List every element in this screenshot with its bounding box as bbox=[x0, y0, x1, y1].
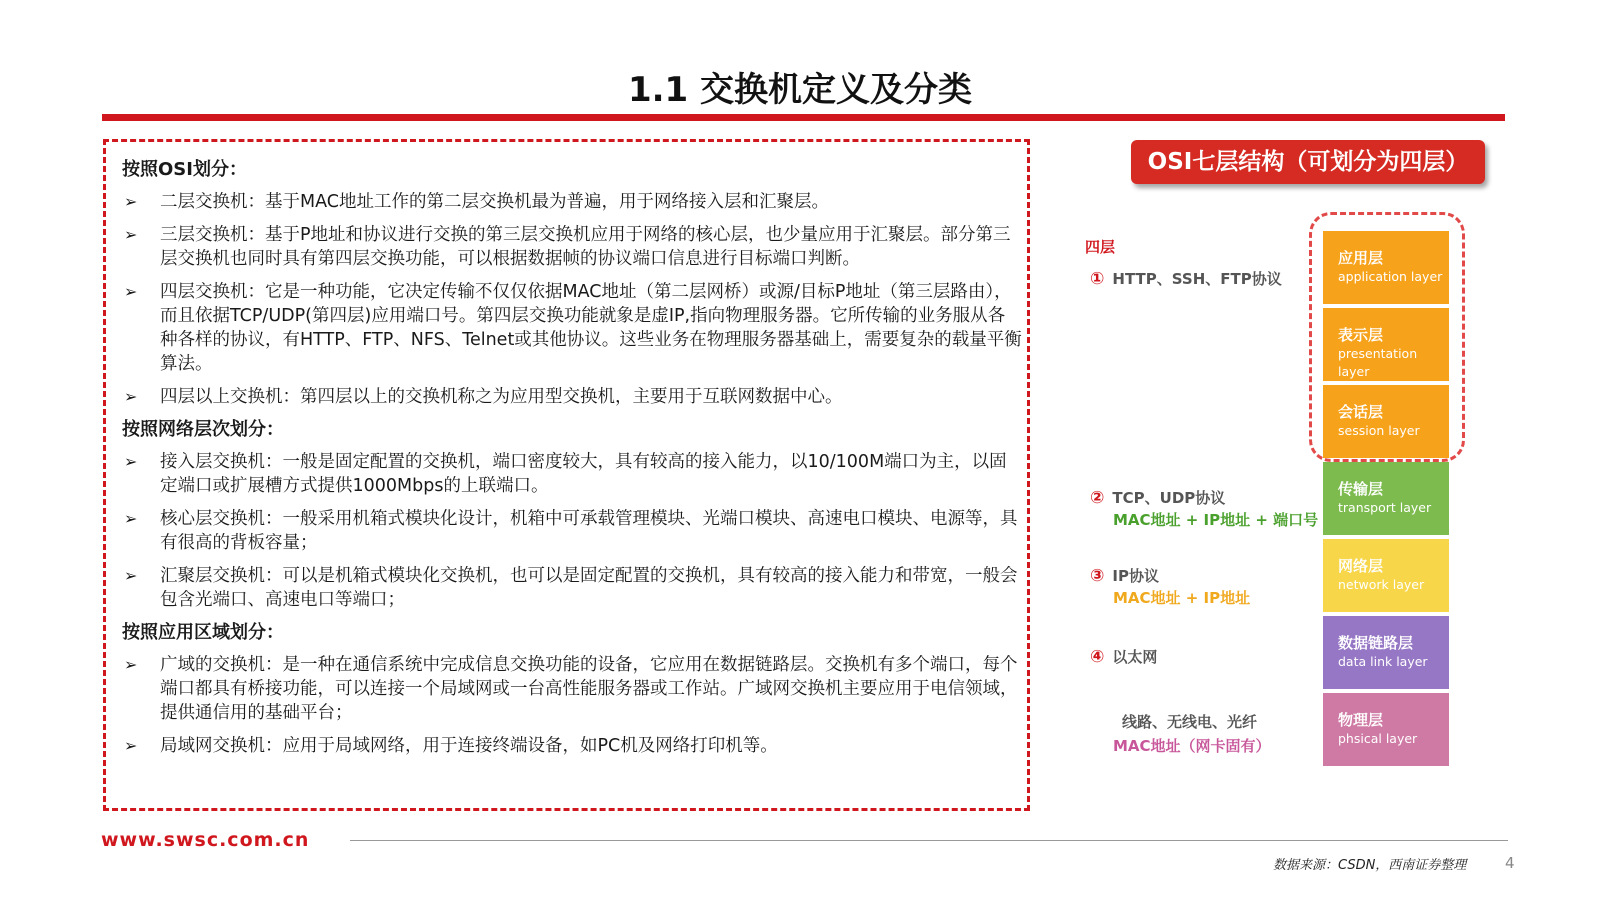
group-5-label: 线路、无线电、光纤 bbox=[1122, 713, 1258, 731]
osi-layer-application: 应用层 application layer bbox=[1323, 231, 1449, 304]
bullet-arrow-icon: ➢ bbox=[124, 387, 138, 406]
group-1-label: ① HTTP、SSH、FTP协议 bbox=[1090, 269, 1282, 289]
group-5-sublabel: MAC地址（网卡固有） bbox=[1113, 737, 1271, 755]
group-2-label: ② TCP、UDP协议 bbox=[1090, 488, 1226, 508]
footer-website-link[interactable]: www.swsc.com.cn bbox=[101, 829, 310, 851]
bullet-arrow-icon: ➢ bbox=[124, 452, 138, 471]
list-item: ➢ 四层以上交换机：第四层以上的交换机称之为应用型交换机，主要用于互联网数据中心。 bbox=[124, 387, 843, 407]
bullet-arrow-icon: ➢ bbox=[124, 192, 138, 211]
bullet-arrow-icon: ➢ bbox=[124, 736, 138, 755]
four-layers-label: 四层 bbox=[1085, 238, 1116, 256]
list-item: ➢ 三层交换机：基于P地址和协议进行交换的第三层交换机应用于网络的核心层，也少量应用于汇聚层。部分第三层交换机也同时具有第四层交换功能，可以根据数据帧的协议端口信息进行目标端口判断。 bbox=[124, 225, 1011, 269]
group-3-label: ③ IP协议 bbox=[1090, 566, 1159, 586]
list-item: ➢ 局域网交换机：应用于局域网络，用于连接终端设备，如PC机及网络打印机等。 bbox=[124, 736, 778, 756]
title-underline bbox=[102, 114, 1505, 121]
section-heading-network-level: 按照网络层次划分： bbox=[122, 419, 284, 440]
osi-layer-transport: 传输层 transport layer bbox=[1323, 462, 1449, 535]
bullet-arrow-icon: ➢ bbox=[124, 655, 138, 674]
page-number: 4 bbox=[1505, 854, 1515, 872]
bullet-arrow-icon: ➢ bbox=[124, 282, 138, 301]
list-item: ➢ 接入层交换机：一般是固定配置的交换机，端口密度较大，具有较高的接入能力，以10/100M端口为主，以固定端口或扩展槽方式提供1000Mbps的上联端口。 bbox=[124, 452, 1007, 496]
list-item: ➢ 核心层交换机：一般采用机箱式模块化设计，机箱中可承载管理模块、光端口模块、高速电口模块、电源等，具有很高的背板容量； bbox=[124, 509, 1018, 553]
list-item: ➢ 广域的交换机：是一种在通信系统中完成信息交换功能的设备，它应用在数据链路层。交换机有多个端口，每个端口都具有桥接功能，可以连接一个局域网或一台高性能服务器或工作站。广域网交换机主要应用于电信领域，提供通信用的基础平台； bbox=[124, 655, 1018, 723]
classification-content bbox=[122, 156, 1022, 767]
group-4-label: ④ 以太网 bbox=[1090, 647, 1158, 667]
osi-layer-physical: 物理层 phsical layer bbox=[1323, 693, 1449, 766]
bullet-arrow-icon: ➢ bbox=[124, 225, 138, 244]
section-heading-osi: 按照OSI划分： bbox=[122, 159, 247, 180]
page-title: 1.1 交换机定义及分类 bbox=[627, 70, 973, 110]
list-item: ➢ 二层交换机：基于MAC地址工作的第二层交换机最为普遍，用于网络接入层和汇聚层。 bbox=[124, 192, 829, 212]
list-item: ➢ 四层交换机：它是一种功能，它决定传输不仅仅依据MAC地址（第二层网桥）或源/目标P地址（第三层路由），而且依据TCP/UDP(第四层)应用端口号。第四层交换功能就象是虚IP,指向物理服务器。它所传输的业务服从各种各样的协议，有HTTP、FTP、NFS、Telnet或其他协议。这些业务在物理服务器基础上，需要复杂的载量平衡算法。 bbox=[124, 282, 1022, 374]
four-layer-group-outline bbox=[1309, 212, 1465, 462]
footer-divider bbox=[350, 840, 1508, 841]
bullet-arrow-icon: ➢ bbox=[124, 566, 138, 585]
osi-title-banner: OSI七层结构（可划分为四层） bbox=[1131, 140, 1485, 184]
section-heading-application-area: 按照应用区域划分： bbox=[122, 622, 284, 643]
list-item: ➢ 汇聚层交换机：可以是机箱式模块化交换机，也可以是固定配置的交换机，具有较高的接入能力和带宽，一般会包含光端口、高速电口等端口； bbox=[124, 566, 1018, 610]
group-2-sublabel: MAC地址 + IP地址 + 端口号 bbox=[1113, 511, 1319, 529]
osi-layer-data-link: 数据链路层 data link layer bbox=[1323, 616, 1449, 689]
osi-layer-session: 会话层 session layer bbox=[1323, 385, 1449, 458]
osi-layer-network: 网络层 network layer bbox=[1323, 539, 1449, 612]
bullet-arrow-icon: ➢ bbox=[124, 509, 138, 528]
data-source-note: 数据来源：CSDN，西南证券整理 bbox=[1273, 858, 1467, 873]
group-3-sublabel: MAC地址 + IP地址 bbox=[1113, 589, 1251, 607]
classification-box bbox=[103, 139, 1030, 811]
osi-layer-presentation: 表示层 presentation layer bbox=[1323, 308, 1449, 381]
